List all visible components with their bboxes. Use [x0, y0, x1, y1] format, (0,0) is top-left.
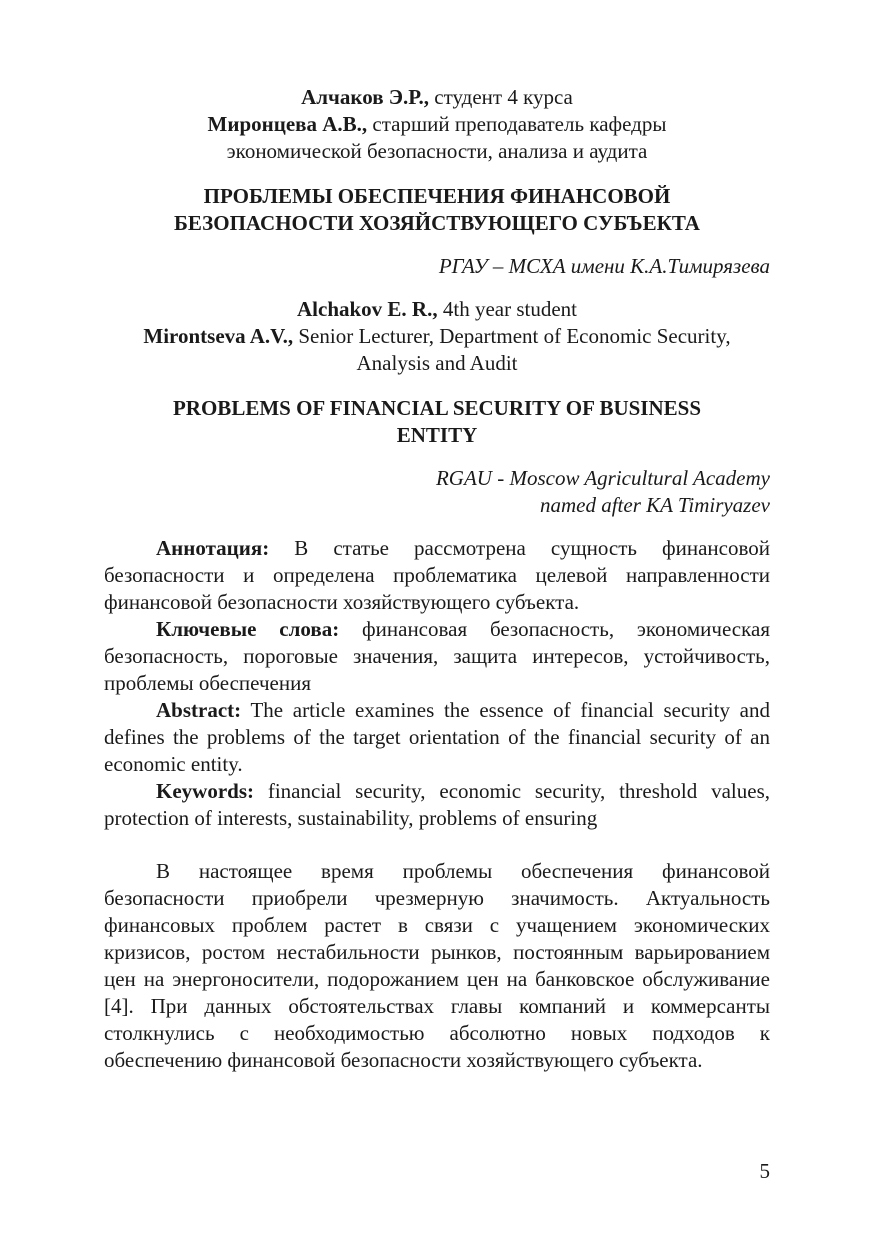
keywords-ru-paragraph	[104, 616, 770, 697]
ru-author-block	[104, 84, 770, 165]
en-author-block	[104, 296, 770, 377]
keywords-ru-text: финансовая безопасность, экономическая безопасность, пороговые значения, защита интересов, устойчивость, проблемы обеспечения	[104, 617, 770, 695]
en-author-1-name: Alchakov E. R.,	[297, 297, 438, 321]
en-department: Analysis and Audit	[356, 351, 518, 375]
ru-title-line-1: ПРОБЛЕМЫ ОБЕСПЕЧЕНИЯ ФИНАНСОВОЙ	[203, 184, 671, 208]
ru-author-2-role: старший преподаватель кафедры	[367, 112, 667, 136]
ru-title-line-2: БЕЗОПАСНОСТИ ХОЗЯЙСТВУЮЩЕГО СУБЪЕКТА	[174, 211, 700, 235]
ru-author-1-role: студент 4 курса	[429, 85, 573, 109]
abstract-label: Abstract:	[156, 698, 242, 722]
en-title-line-2: ENTITY	[396, 423, 478, 447]
annotation-label: Аннотация:	[156, 536, 270, 560]
en-affiliation	[104, 465, 770, 519]
keywords-en-paragraph	[104, 778, 770, 832]
ru-title	[104, 183, 770, 237]
en-affiliation-line-1: RGAU - Moscow Agricultural Academy	[435, 466, 770, 490]
annotation-text: В статье рассмотрена сущность финансовой безопасности и определена проблематика целевой направленности финансовой безопасности хозяйствующего субъекта.	[104, 536, 770, 614]
ru-affiliation: РГАУ – МСХА имени К.А.Тимирязева	[438, 254, 770, 278]
abstract-text: The article examines the essence of financial security and defines the problems of the target orientation of the financial security of an economic entity.	[104, 698, 770, 776]
keywords-en-label: Keywords:	[156, 779, 254, 803]
ru-author-2	[104, 111, 770, 138]
paper-page	[104, 84, 770, 1074]
en-author-2	[104, 323, 770, 350]
ru-author-1-name: Алчаков Э.Р.,	[301, 85, 429, 109]
en-author-1	[104, 296, 770, 323]
ru-department: экономической безопасности, анализа и аудита	[226, 139, 648, 163]
en-affiliation-line-2: named after KA Timiryazev	[539, 493, 770, 517]
en-author-2-name: Mirontseva A.V.,	[143, 324, 294, 348]
page-number: 5	[759, 1159, 770, 1183]
keywords-ru-label: Ключевые слова:	[156, 617, 340, 641]
ru-author-2-name: Миронцева А.В.,	[207, 112, 368, 136]
ru-author-1	[104, 84, 770, 111]
en-author-1-role: 4th year student	[437, 297, 577, 321]
body-paragraph: В настоящее время проблемы обеспечения финансовой безопасности приобрели чрезмерную значимость. Актуальность финансовых проблем растет в связи с учащением экономических кризисов, ростом нестабильности рынков, постоянным варьированием цен на энергоносители, подорожанием цен на банковское обслуживание [4]. При данных обстоятельствах главы компаний и коммерсанты столкнулись с необходимостью абсолютно новых подходов к обеспечению финансовой безопасности хозяйствующего субъекта.	[104, 859, 770, 1072]
abstract-paragraph	[104, 697, 770, 778]
en-title-line-1: PROBLEMS OF FINANCIAL SECURITY OF BUSINESS	[172, 396, 701, 420]
annotation-paragraph	[104, 535, 770, 616]
en-title	[104, 395, 770, 449]
keywords-en-text: financial security, economic security, threshold values, protection of interests, sustainability, problems of ensuring	[104, 779, 770, 830]
en-author-2-role: Senior Lecturer, Department of Economic Security,	[293, 324, 731, 348]
